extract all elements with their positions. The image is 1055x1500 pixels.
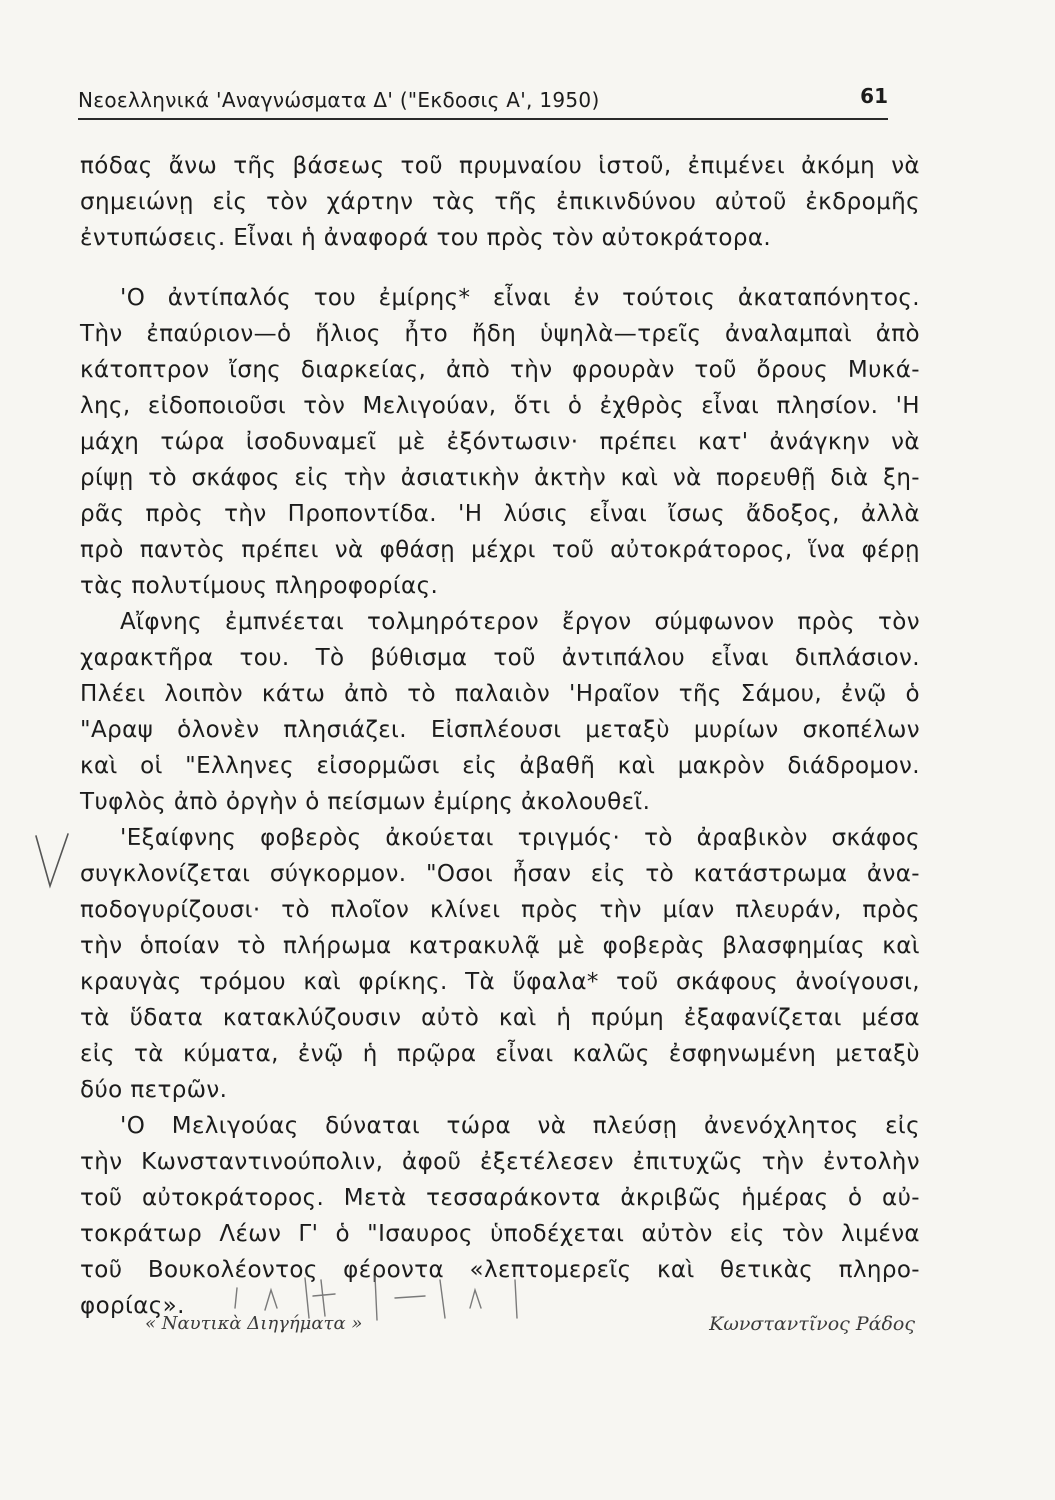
text-line: ἐντυπώσεις. Εἶναι ἡ ἀναφορά του πρὸς τὸν αὐτοκράτορα. xyxy=(80,225,772,251)
text-line: κάτοπτρον ἴσης διαρκείας, ἀπὸ τὴν φρουρὰν τοῦ ὄρους Μυκά- xyxy=(80,357,920,383)
text-line: ποδογυρίζουσι· τὸ πλοῖον κλίνει πρὸς τὴν μίαν πλευράν, πρὸς xyxy=(80,897,920,923)
text-line: μάχη τώρα ἰσοδυναμεῖ μὲ ἐξόντωσιν· πρέπει κατ' ἀνάγκην νὰ xyxy=(80,429,920,455)
text-line: τὴν Κωνσταντινούπολιν, ἀφοῦ ἐξετέλεσεν ἐπιτυχῶς τὴν ἐντολὴν xyxy=(80,1149,920,1175)
author-name: Κωνσταντῖνος Ράδος xyxy=(709,1313,915,1335)
text-line: πόδας ἄνω τῆς βάσεως τοῦ πρυμναίου ἱστοῦ, ἐπιμένει ἀκόμη νὰ xyxy=(80,153,920,179)
text-line: σημειώνῃ εἰς τὸν χάρτην τὰς τῆς ἐπικινδύνου αὐτοῦ ἐκδρομῆς xyxy=(80,189,920,215)
pencil-check-mark-icon xyxy=(32,832,72,892)
text-line: τὰ ὕδατα κατακλύζουσιν αὐτὸ καὶ ἡ πρύμη ἐξαφανίζεται μέσα xyxy=(80,1005,920,1031)
paragraph-gap xyxy=(80,256,920,280)
text-line: φορίας». xyxy=(80,1293,185,1319)
text-line: πρὸ παντὸς πρέπει νὰ φθάσῃ μέχρι τοῦ αὐτοκράτορος, ἵνα φέρῃ xyxy=(80,537,920,563)
text-line: 'Εξαίφνης φοβερὸς ἀκούεται τριγμός· τὸ ἀραβικὸν σκάφος xyxy=(120,825,920,851)
page-number: 61 xyxy=(860,84,888,108)
main-text xyxy=(80,148,920,1324)
text-line: ρᾶς πρὸς τὴν Προποντίδα. 'Η λύσις εἶναι ἴσως ἄδοξος, ἀλλὰ xyxy=(80,501,920,527)
text-line: 'Ο ἀντίπαλός του ἐμίρης* εἶναι ἐν τούτοις ἀκαταπόνητος. xyxy=(120,285,920,311)
attribution xyxy=(145,1313,915,1345)
text-line: καὶ οἱ "Ελληνες εἰσορμῶσι εἰς ἀβαθῆ καὶ μακρὸν διάδρομον. xyxy=(80,753,920,779)
text-line: "Αραψ ὁλονὲν πλησιάζει. Εἰσπλέουσι μεταξὺ μυρίων σκοπέλων xyxy=(80,717,920,743)
text-line: τοῦ Βουκολέοντος φέροντα «λεπτομερεῖς καὶ θετικὰς πληρο- xyxy=(80,1257,920,1283)
text-line: Αἴφνης ἐμπνέεται τολμηρότερον ἔργον σύμφωνον πρὸς τὸν xyxy=(120,609,920,635)
text-line: χαρακτῆρα του. Τὸ βύθισμα τοῦ ἀντιπάλου εἶναι διπλάσιον. xyxy=(80,645,920,671)
text-line: κραυγὰς τρόμου καὶ φρίκης. Τὰ ὕφαλα* τοῦ σκάφους ἀνοίγουσι, xyxy=(80,969,920,995)
text-line: ρίψῃ τὸ σκάφος εἰς τὴν ἀσιατικὴν ἀκτὴν καὶ νὰ πορευθῇ διὰ ξη- xyxy=(80,465,920,491)
text-line: Τὴν ἐπαύριον—ὁ ἥλιος ἦτο ἤδη ὑψηλὰ—τρεῖς ἀναλαμπαὶ ἀπὸ xyxy=(80,321,920,347)
text-line: τὴν ὁποίαν τὸ πλήρωμα κατρακυλᾷ μὲ φοβερὰς βλασφημίας καὶ xyxy=(80,933,920,959)
text-line: τὰς πολυτίμους πληροφορίας. xyxy=(80,573,439,599)
text-line: τοῦ αὐτοκράτορος. Μετὰ τεσσαράκοντα ἀκριβῶς ἡμέρας ὁ αὐ- xyxy=(80,1185,920,1211)
text-line: Τυφλὸς ἀπὸ ὀργὴν ὁ πείσμων ἐμίρης ἀκολουθεῖ. xyxy=(80,789,651,815)
source-title: « Ναυτικὰ Διηγήματα » xyxy=(145,1313,363,1334)
text-line: συγκλονίζεται σύγκορμον. "Οσοι ἦσαν εἰς τὸ κατάστρωμα ἀνα- xyxy=(80,861,920,887)
book-title: Νεοελληνικά 'Αναγνώσματα Δ' ("Εκδοσις Α', 1950) xyxy=(78,88,600,112)
running-header xyxy=(78,84,888,120)
text-line: Πλέει λοιπὸν κάτω ἀπὸ τὸ παλαιὸν 'Ηραῖον τῆς Σάμου, ἐνῷ ὁ xyxy=(80,681,920,707)
text-line: λης, εἰδοποιοῦσι τὸν Μελιγούαν, ὅτι ὁ ἐχθρὸς εἶναι πλησίον. 'Η xyxy=(80,393,920,419)
text-line: δύο πετρῶν. xyxy=(80,1077,228,1103)
text-line: τοκράτωρ Λέων Γ' ὁ "Ισαυρος ὑποδέχεται αὐτὸν εἰς τὸν λιμένα xyxy=(80,1221,920,1247)
text-line: εἰς τὰ κύματα, ἐνῷ ἡ πρῷρα εἶναι καλῶς ἐσφηνωμένη μεταξὺ xyxy=(80,1041,920,1067)
text-line: 'Ο Μελιγούας δύναται τώρα νὰ πλεύσῃ ἀνενόχλητος εἰς xyxy=(120,1113,920,1139)
